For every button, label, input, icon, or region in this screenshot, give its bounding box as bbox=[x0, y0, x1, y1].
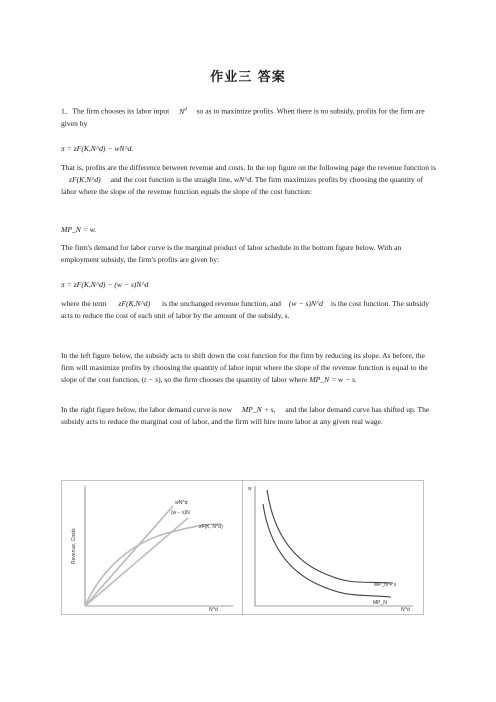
p6-equation: MP_N + s, bbox=[241, 405, 276, 414]
p1-text-b: so as to maximize profits. When there is no subsidy, profits for the firm are given by bbox=[61, 106, 425, 128]
cost-line-wN bbox=[85, 506, 173, 606]
left-x-axis-label: N^d bbox=[209, 607, 218, 613]
p6-text-a: In the right figure below, the labor demand curve is now bbox=[61, 405, 232, 414]
p5-text-b: ), so the firm chooses the quantity of labor where bbox=[158, 375, 308, 384]
curve-mpn-plus-s bbox=[267, 490, 393, 583]
equation-1: π = zF(K,N^d) − wN^d. bbox=[61, 144, 134, 153]
p1-nd-sup: d bbox=[184, 107, 187, 112]
figure-svg bbox=[61, 480, 424, 615]
curve-mpn bbox=[263, 504, 391, 597]
left-y-axis-label: Revenue, Costs bbox=[71, 528, 77, 564]
p5-slope: t − s bbox=[144, 375, 159, 384]
p2-revenue-fn: zF(K,N^d) bbox=[69, 175, 101, 184]
p1-nd-base: N bbox=[179, 106, 185, 116]
p4-revenue-fn: zF(K,N^d) bbox=[118, 299, 151, 308]
p2-text-c: . The firm maximizes profits by choosing the quantity of labor where the slope of the revenue function equals the slope of the cost function: bbox=[61, 175, 424, 196]
p4-text-c: is the cost function. The subsidy acts to reduce the cost of each unit of labor by the amount of the subsidy, s. bbox=[61, 299, 430, 320]
paragraph-1 bbox=[61, 104, 436, 130]
p4-text-b: is the unchanged revenue function, and bbox=[162, 299, 281, 308]
page-title: 作业三 答案 bbox=[210, 70, 286, 85]
p4-cost-fn: (w − s)N^d bbox=[288, 299, 323, 308]
paragraph-5 bbox=[61, 350, 436, 386]
label-mpn-plus-s: MP_N + s bbox=[374, 582, 397, 588]
p4-text-a: where the term bbox=[61, 299, 107, 308]
p2-cost-fn: wN^d bbox=[233, 175, 252, 184]
figure-panels bbox=[61, 480, 424, 615]
label-wN: wN^d bbox=[175, 500, 188, 506]
p5-equation: MP_N = w − s. bbox=[309, 375, 357, 384]
label-wsN: (w − s)N bbox=[171, 510, 190, 516]
equation-2: MP_N = w. bbox=[61, 225, 97, 234]
paragraph-4 bbox=[61, 298, 436, 322]
right-x-axis-label: N^d bbox=[401, 607, 410, 613]
revenue-curve bbox=[85, 524, 221, 606]
p6-text-b: and the labor demand curve has shifted up. The subsidy acts to reduce the marginal cost of labor, and the firm will hire more labor at any given real wage. bbox=[61, 405, 430, 426]
label-revenue: zF(K, N^d) bbox=[199, 524, 223, 530]
right-panel bbox=[248, 486, 413, 613]
paragraph-3: The firm's demand for labor curve is the marginal product of labor schedule in the bottom figure below. With an employment subsidy, the firm's profits are given by: bbox=[61, 243, 402, 264]
p5-text-a: In the left figure below, the subsidy acts to shift down the cost function for the firm by reducing its slope. As before, the firm will maximize profits by choosing the quantity of labor input where the slope of the revenue function is equal to the slope of the cost function, ( bbox=[61, 351, 428, 384]
label-mpn: MP_N bbox=[373, 600, 387, 606]
left-panel bbox=[71, 486, 233, 613]
p2-text-a: That is, profits are the difference between revenue and costs. In the top figure on the following page the revenue function is bbox=[61, 163, 436, 172]
p2-text-b: and the cost function is the straight line, bbox=[110, 175, 233, 184]
p1-text-a: 1．The firm chooses its labor input bbox=[61, 106, 170, 116]
p1-nd bbox=[179, 107, 187, 116]
equation-3: π = zF(K,N^d) − (w − s)N^d bbox=[61, 280, 149, 289]
paragraph-6 bbox=[61, 404, 436, 428]
paragraph-2 bbox=[61, 162, 436, 198]
right-y-axis-label: w bbox=[248, 486, 252, 492]
